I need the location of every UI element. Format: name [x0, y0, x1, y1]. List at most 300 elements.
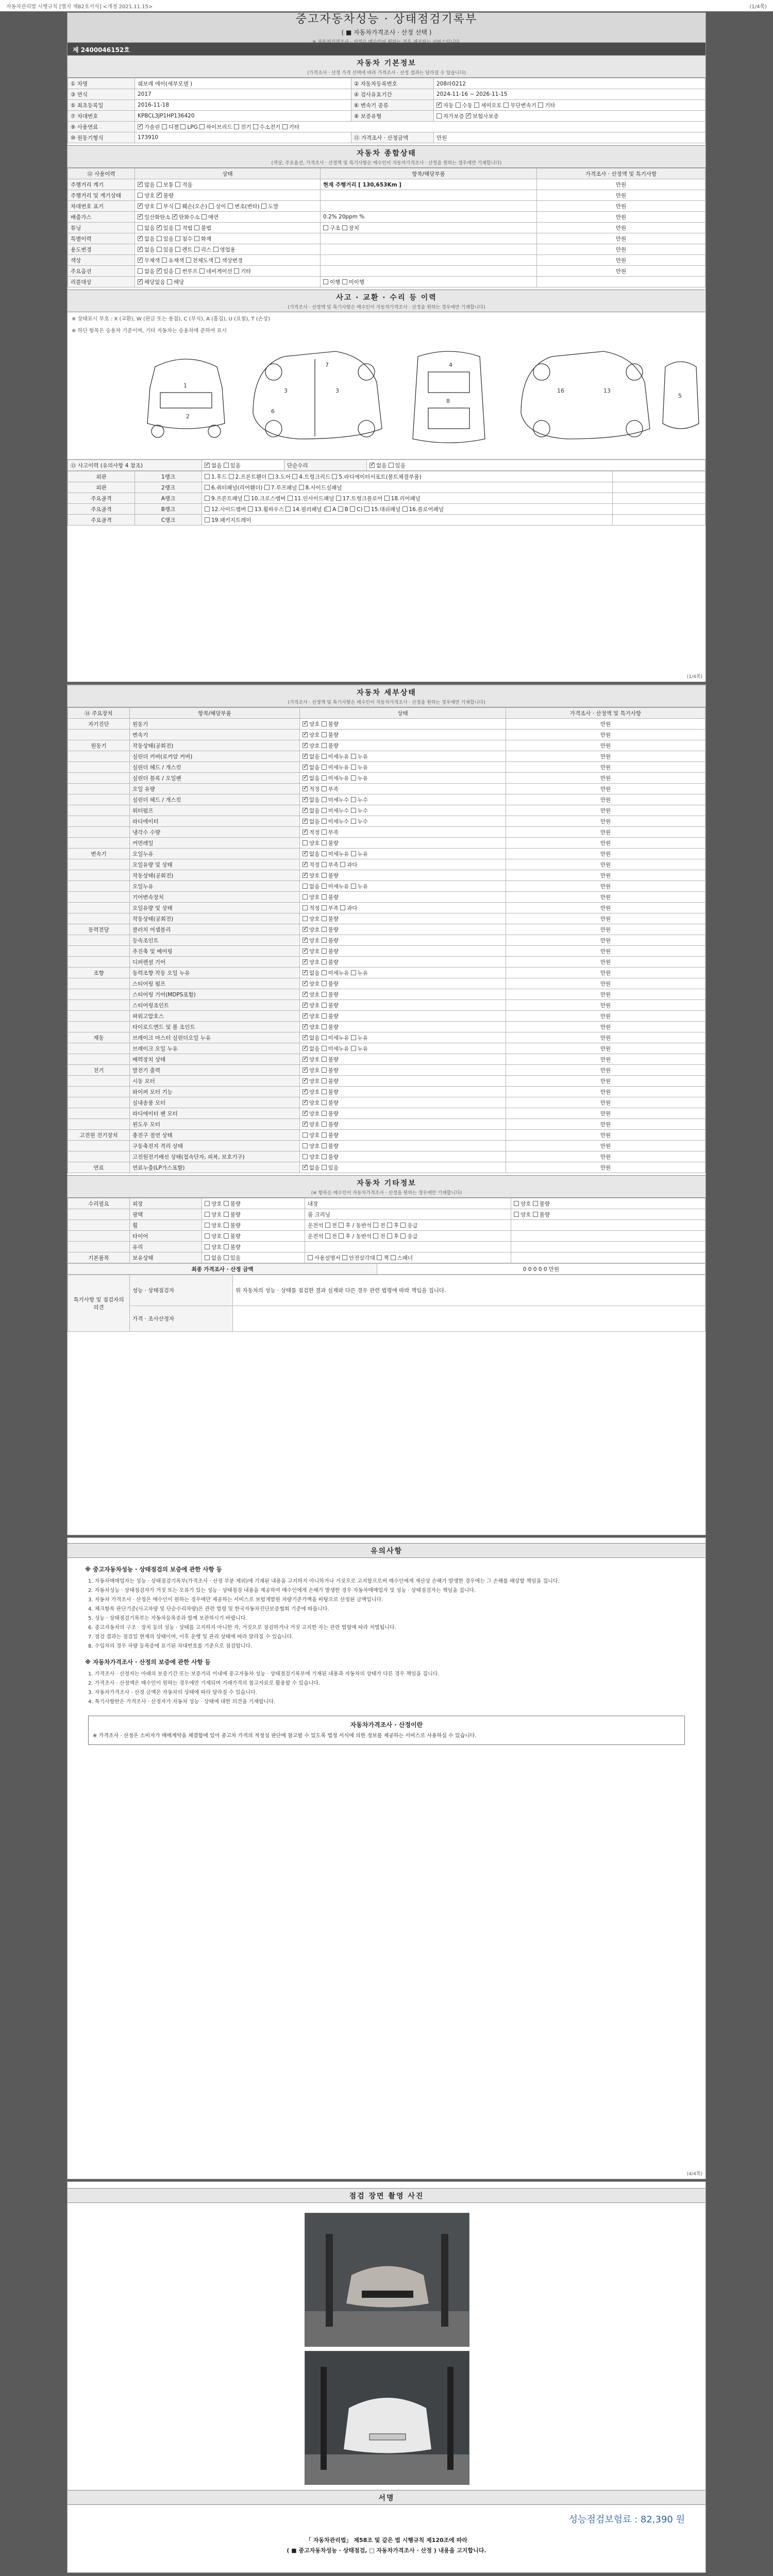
general-status: ✓ 없음 있음 렌트 리스 영업용	[135, 244, 321, 255]
page-3-notice	[67, 1537, 706, 2179]
detail-price: 만원	[506, 816, 705, 827]
detail-row	[68, 1022, 705, 1032]
detail-price: 만원	[506, 1054, 705, 1065]
detail-item: 스티어링 펌프	[130, 978, 300, 989]
detail-row	[68, 794, 705, 805]
basic-label: ⑩ 원동기형식	[68, 132, 135, 143]
mileage-price: 만원	[537, 179, 705, 190]
detail-device	[68, 838, 130, 849]
detail-status: ✓ 양호 불량	[300, 946, 506, 957]
detail-row	[68, 913, 705, 924]
general-price: 만원	[537, 201, 705, 212]
detail-item: 라디에이터 팬 모터	[130, 1108, 300, 1119]
detail-row	[68, 816, 705, 827]
table-header: 상태	[300, 708, 506, 719]
detail-device	[68, 957, 130, 968]
detail-section-header	[68, 685, 705, 707]
detail-item: 시동 모터	[130, 1076, 300, 1087]
detail-price: 만원	[506, 849, 705, 859]
detail-item: 오일누유	[130, 881, 300, 892]
detail-item: 실린더 헤드 / 개스킷	[130, 794, 300, 805]
detail-row	[68, 870, 705, 881]
page-1	[67, 12, 706, 682]
detail-status: ✓ 없음 미세누유 누유	[300, 773, 506, 784]
notice-item: 2. 자동차성능 · 상태점검자가 거짓 또는 오류가 있는 성능 · 상태점검 내용을 제공하여 매수인에게 손해가 발생한 경우 자동차매매업자 및 성능 · 상태점검자는 책임을 집니다.	[88, 1588, 476, 1594]
detail-row	[68, 946, 705, 957]
section-title: 점검 장면 촬영 사진	[349, 2192, 424, 2200]
detail-row	[68, 751, 705, 762]
detail-price: 만원	[506, 1087, 705, 1097]
other-category	[68, 1231, 130, 1242]
exchange-rank: B랭크	[135, 504, 202, 515]
detail-row	[68, 1097, 705, 1108]
general-item: 0.2% 20ppm %	[321, 212, 537, 223]
page-4-photos	[67, 2181, 706, 2573]
detail-row	[68, 924, 705, 935]
appraisal-box-text: ※ 가격조사 · 산정은 소비자가 매매계약을 체결함에 있어 중고차 가격의 적정성 판단에 참고할 수 있도록 법정 서식에 의한 정보를 제공하는 서비스로 사용하실 수 있습니다.	[93, 1733, 477, 1739]
detail-row	[68, 989, 705, 1000]
accident-history-cell: ✓ 없음 있음	[202, 460, 284, 471]
general-row	[68, 212, 705, 223]
detail-price: 만원	[506, 870, 705, 881]
detail-item: 와이퍼 모터 기능	[130, 1087, 300, 1097]
detail-price: 만원	[506, 935, 705, 946]
detail-item: 기어변속장치	[130, 892, 300, 903]
detail-item: 브레이크 마스터 실린더오일 누유	[130, 1032, 300, 1043]
general-row	[68, 266, 705, 277]
detail-row	[68, 935, 705, 946]
detail-device	[68, 773, 130, 784]
detail-item: 커먼레일	[130, 838, 300, 849]
exchange-category: 외판	[68, 482, 135, 493]
detail-row	[68, 957, 705, 968]
detail-item: 작동상태(공회전)	[130, 740, 300, 751]
detail-item: 실내송풍 모터	[130, 1097, 300, 1108]
detail-item: 작동상태(공회전)	[130, 913, 300, 924]
notice-item: 1. 가격조사 · 산정자는 아래의 보증기간 또는 보증거리 이내에 중고자동차 성능 · 상태점검기록부에 기재된 내용과 자동차의 상태가 다른 경우 책임을 집니다.	[88, 1671, 440, 1677]
detail-row	[68, 881, 705, 892]
detail-item: 냉각수 수량	[130, 827, 300, 838]
remarks-appraiser-label: 가격 · 조사산정자	[130, 1306, 233, 1332]
detail-device	[68, 1011, 130, 1022]
other-status: 양호 불량	[202, 1242, 305, 1252]
footer-line-2: ( ■ 중고자동차성능 · 상태점검, □ 자동차가격조사 · 산정 ) 내용을 고지합니다.	[287, 2547, 486, 2554]
section-note: (가격조사 · 산정액 및 특기사항은 매수인이 자동차가격조사 · 산정을 원하는 경우에만 기재합니다)	[288, 305, 485, 310]
detail-status: ✓ 적정 부족 과다	[300, 859, 506, 870]
detail-row	[68, 805, 705, 816]
notice-item: 7. 점검 결과는 점검일 현재의 상태이며, 이후 운행 및 관리 상태에 따라 달라질 수 있습니다.	[88, 1634, 294, 1640]
general-status: ✓ 일산화탄소 ✓탄화수소 매연	[135, 212, 321, 223]
status-legend-2: ※ 하단 항목은 승용차 기준이며, 기타 자동차는 승용차에 준하여 표시	[72, 328, 227, 334]
general-price: 만원	[537, 223, 705, 233]
general-item: 구조 장치	[321, 223, 537, 233]
general-item	[321, 190, 537, 201]
general-price: 만원	[537, 233, 705, 244]
detail-status: ✓ 없음 미세누수 누수	[300, 805, 506, 816]
photo-rear-icon	[305, 2351, 469, 2484]
detail-device: 조향	[68, 968, 130, 978]
general-item	[321, 201, 537, 212]
svg-text:4: 4	[449, 362, 452, 368]
basic-row	[68, 122, 705, 132]
general-status-table	[68, 168, 705, 287]
detail-row	[68, 773, 705, 784]
notice-item: 2. 가격조사 · 산정액은 매수인이 원하는 경우에만 기재되며 거래가격의 참고자료로 활용할 수 있습니다.	[88, 1681, 321, 1686]
general-row	[68, 190, 705, 201]
detail-row	[68, 1141, 705, 1151]
detail-item: 등속조인트	[130, 935, 300, 946]
exchange-rank: A랭크	[135, 493, 202, 504]
svg-text:3: 3	[335, 387, 339, 394]
detail-status: 양호 불량	[300, 1151, 506, 1162]
basic-label: ⑨ 사용연료	[68, 122, 135, 132]
exchange-row	[68, 471, 705, 482]
detail-price: 만원	[506, 924, 705, 935]
basic-value: 208라0212	[434, 78, 705, 89]
detail-status: 없음 미세누유 누유	[300, 881, 506, 892]
other-item: 휠	[130, 1220, 202, 1231]
detail-item: 추진축 및 베어링	[130, 946, 300, 957]
other-category: 수리필요	[68, 1198, 130, 1209]
other-item: 광택	[130, 1209, 202, 1220]
detail-device: 제동	[68, 1032, 130, 1043]
form-subtitle: ( ■ 자동차가격조사 · 산정 선택 )	[341, 29, 432, 36]
notice-item: 8. 수입차의 경우 차량 등록증에 표기된 차대번호를 기준으로 점검합니다.	[88, 1643, 253, 1649]
basic-label: ⑦ 차대번호	[68, 111, 135, 122]
remarks-table	[68, 1275, 705, 1332]
detail-device	[68, 892, 130, 903]
basic-value: ✓ 자동 수동 세미오토 무단변속기 기타	[434, 100, 705, 111]
general-row	[68, 233, 705, 244]
detail-price: 만원	[506, 859, 705, 870]
detail-price: 만원	[506, 740, 705, 751]
notice-section-header	[68, 1543, 705, 1558]
section-title: 자동차 세부상태	[357, 689, 416, 697]
other-detail: 운전석 전 후 / 동반석 전 후 응급	[305, 1220, 511, 1231]
detail-price: 만원	[506, 1065, 705, 1076]
front-view-icon	[147, 359, 225, 437]
detail-price: 만원	[506, 1000, 705, 1011]
detail-row	[68, 1065, 705, 1076]
detail-status: ✓ 적정 부족	[300, 827, 506, 838]
detail-status: ✓ 양호 불량	[300, 719, 506, 730]
detail-price: 만원	[506, 1043, 705, 1054]
general-status-section-header	[68, 145, 705, 168]
other-extra	[511, 1220, 705, 1231]
other-status: 양호 불량	[202, 1198, 305, 1209]
other-category	[68, 1220, 130, 1231]
general-row	[68, 255, 705, 266]
basic-row	[68, 78, 705, 89]
detail-row	[68, 719, 705, 730]
detail-price: 만원	[506, 1076, 705, 1087]
general-label: 주행거리 및 계기상태	[68, 190, 135, 201]
general-label: 주요옵션	[68, 266, 135, 277]
detail-status: ✓ 없음 미세누수 누수	[300, 794, 506, 805]
detail-price: 만원	[506, 805, 705, 816]
detail-device	[68, 870, 130, 881]
detail-item: 타이로드엔드 및 볼 조인트	[130, 1022, 300, 1032]
general-item	[321, 266, 537, 277]
exchange-price	[613, 471, 705, 482]
detail-status: 양호 불량	[300, 1141, 506, 1151]
exchange-parts-table	[68, 471, 705, 526]
general-label: 튜닝	[68, 223, 135, 233]
general-status: ✓ 해당없음 해당	[135, 277, 321, 287]
form-title: 중고자동차성능 · 상태점검기록부	[295, 13, 478, 26]
detail-price: 만원	[506, 784, 705, 794]
exchange-price	[613, 482, 705, 493]
notice-item: 4. 특기사항란은 가격조사 · 산정자가 자동차 성능 · 상태에 대한 의견을 기재합니다.	[88, 1699, 276, 1705]
detail-price: 만원	[506, 1162, 705, 1173]
section-title: 자동차 종합상태	[357, 149, 416, 158]
exchange-rank: 2랭크	[135, 482, 202, 493]
insurance-fee: 성능점검보험료 : 82,390 원	[568, 2514, 685, 2525]
page-2	[67, 684, 706, 1535]
detail-price: 만원	[506, 827, 705, 838]
exchange-parts: 12.사이드멤버 13.휠하우스 14.필러패널 ( A B C) 15.대쉬패널 16.플로어패널	[202, 504, 613, 515]
exchange-row	[68, 504, 705, 515]
detail-device: 원동기	[68, 740, 130, 751]
detail-status: 적정 부족 과다	[300, 903, 506, 913]
remarks-appraiser-text	[233, 1306, 705, 1332]
detail-row	[68, 730, 705, 740]
detail-row	[68, 1032, 705, 1043]
detail-status: ✓ 양호 불량	[300, 1065, 506, 1076]
detail-item: 오일유량 및 상태	[130, 903, 300, 913]
detail-device	[68, 805, 130, 816]
detail-price: 만원	[506, 719, 705, 730]
detail-status: ✓ 양호 불량	[300, 989, 506, 1000]
detail-row	[68, 740, 705, 751]
section-title: 사고 · 교환 · 수리 등 이력	[336, 294, 437, 302]
svg-text:16: 16	[557, 387, 564, 394]
basic-value: 173910	[135, 132, 351, 143]
detail-row	[68, 784, 705, 794]
general-label: 차대번호 표기	[68, 201, 135, 212]
detail-price: 만원	[506, 989, 705, 1000]
detail-row	[68, 1162, 705, 1173]
detail-row	[68, 849, 705, 859]
detail-row	[68, 838, 705, 849]
other-row	[68, 1242, 705, 1252]
page-indicator: (1/4쪽)	[749, 4, 767, 10]
mileage-label: 주행거리 계기	[68, 179, 135, 190]
general-status: ✓ 무채색 유채색 전체도색 색상변경	[135, 255, 321, 266]
detail-status: ✓ 없음 있음	[300, 1162, 506, 1173]
section-title: 유의사항	[370, 1547, 403, 1555]
detail-status: ✓ 양호 불량	[300, 1011, 506, 1022]
other-item: 보유상태	[130, 1252, 202, 1263]
detail-device	[68, 989, 130, 1000]
detail-status: ✓ 없음 미세누수 누수	[300, 816, 506, 827]
total-price-label: 최종 가격조사 · 산정 금액	[68, 1264, 377, 1275]
detail-row	[68, 1108, 705, 1119]
signature-area	[68, 2490, 705, 2554]
detail-status: ✓ 양호 불량	[300, 1022, 506, 1032]
detail-device	[68, 859, 130, 870]
other-extra: 양호 불량	[511, 1198, 705, 1209]
general-price	[537, 277, 705, 287]
detail-device: 동력전달	[68, 924, 130, 935]
detail-device	[68, 946, 130, 957]
detail-item: 오일유량 및 상태	[130, 859, 300, 870]
exchange-parts: 19.패키지트레이	[202, 515, 613, 526]
basic-label: ⑧ 보증유형	[351, 111, 434, 122]
exchange-category: 주요골격	[68, 504, 135, 515]
other-category: 기본품목	[68, 1252, 130, 1263]
detail-price: 만원	[506, 946, 705, 957]
detail-device: 연료	[68, 1162, 130, 1173]
remarks-inspector-label: 성능 · 상태점검자	[130, 1275, 233, 1306]
detail-price: 만원	[506, 1141, 705, 1151]
signature-header	[68, 2490, 705, 2505]
right-side-view-icon	[521, 351, 650, 439]
other-extra	[511, 1231, 705, 1242]
svg-text:8: 8	[446, 398, 450, 404]
detail-status: ✓ 양호 불량	[300, 924, 506, 935]
other-status: 양호 불량	[202, 1209, 305, 1220]
table-header: ⑫ 사용이력	[68, 168, 135, 179]
detail-status: ✓ 없음 미세누유 누유	[300, 849, 506, 859]
general-row	[68, 277, 705, 287]
detail-price: 만원	[506, 1022, 705, 1032]
detail-row	[68, 1054, 705, 1065]
detail-item: 작동상태(공회전)	[130, 870, 300, 881]
svg-text:2: 2	[186, 413, 190, 420]
detail-row	[68, 1043, 705, 1054]
detail-item: 발전기 출력	[130, 1065, 300, 1076]
detail-device	[68, 903, 130, 913]
general-row	[68, 244, 705, 255]
notice-heading-1: ※ 중고자동차성능 · 상태점검의 보증에 관한 사항 등	[85, 1566, 222, 1573]
detail-status: ✓ 없음 미세누유 누유	[300, 751, 506, 762]
section-title: 자동차 기타정보	[357, 1179, 416, 1188]
detail-status-table	[68, 707, 705, 1173]
notice-item: 5. 성능 · 상태점검기록부는 자동차등록증과 함께 보관하시기 바랍니다.	[88, 1616, 247, 1621]
top-line	[0, 0, 773, 11]
general-row	[68, 223, 705, 233]
detail-status: ✓ 양호 불량	[300, 1076, 506, 1087]
other-row	[68, 1252, 705, 1263]
detail-price: 만원	[506, 1032, 705, 1043]
general-status: 양호 ✓불량	[135, 190, 321, 201]
detail-device	[68, 935, 130, 946]
detail-price: 만원	[506, 968, 705, 978]
table-header: 항목/해당부품	[130, 708, 300, 719]
detail-status: 양호 불량	[300, 838, 506, 849]
other-status: 없음 있음	[202, 1252, 305, 1263]
exchange-row	[68, 493, 705, 504]
basic-row	[68, 89, 705, 100]
notice-item: 1. 자동차매매업자는 성능 · 상태점검기록부(가격조사 · 산정 부분 제외)에 기재된 내용을 고지하지 아니하거나 거짓으로 고지함으로써 매수인에게 재산상 손해가 발생한 경우에는 그 손해를 배상할 책임을 집니다.	[88, 1579, 560, 1584]
detail-price: 만원	[506, 978, 705, 989]
basic-row	[68, 132, 705, 143]
other-info-section-header	[68, 1175, 705, 1198]
basic-label: ⑪ 가격조사 · 산정금액	[351, 132, 434, 143]
detail-item: 구동축전지 격리 상태	[130, 1141, 300, 1151]
general-price: 만원	[537, 190, 705, 201]
detail-device	[68, 1087, 130, 1097]
other-detail: 운전석 전 후 / 동반석 전 후 응급	[305, 1231, 511, 1242]
detail-status: ✓ 양호 불량	[300, 957, 506, 968]
detail-item: 실린더 블록 / 오일팬	[130, 773, 300, 784]
exchange-price	[613, 504, 705, 515]
other-row	[68, 1209, 705, 1220]
car-diagram-svg	[68, 336, 705, 460]
general-item	[321, 233, 537, 244]
total-price-table	[68, 1263, 705, 1275]
detail-item: 원동기	[130, 719, 300, 730]
detail-status: ✓ 없음 미세누유 누유	[300, 1032, 506, 1043]
basic-value: 2017	[135, 89, 351, 100]
general-item: 이행 미이행	[321, 277, 537, 287]
detail-status: ✓ 양호 불량	[300, 978, 506, 989]
general-status: ✓ 양호 부식 훼손(오손) 상이 변조(변타) 도말	[135, 201, 321, 212]
detail-item: 파워고압호스	[130, 1011, 300, 1022]
total-price-value: 0 0 0 0 0 만원	[377, 1264, 705, 1275]
detail-status: ✓ 양호 불량	[300, 1087, 506, 1097]
other-status: 양호 불량	[202, 1231, 305, 1242]
exchange-price	[613, 515, 705, 526]
detail-row	[68, 892, 705, 903]
exchange-category: 주요골격	[68, 493, 135, 504]
other-row	[68, 1220, 705, 1231]
exchange-parts: 6.쿼터패널(리어휀더) 7.루프패널 8.사이드실패널	[202, 482, 613, 493]
page-number: (4/4쪽)	[686, 2172, 702, 2177]
accident-history-cell: ✓ 없음 있음	[367, 460, 705, 471]
section-note: (색상, 주요옵션, 가격조사 · 산정액 및 특기사항은 매수인이 자동차가격조사 · 산정을 원하는 경우에만 기재합니다)	[271, 161, 502, 166]
status-legend: ※ 상태표시 부호 : X (교환), W (판금 또는 용접), C (부식), A (흠집), U (요철), T (손상)	[72, 316, 271, 322]
detail-status: ✓ 양호 불량	[300, 1000, 506, 1011]
detail-device	[68, 816, 130, 827]
appraisal-info-box	[88, 1716, 685, 1745]
detail-item: 워터펌프	[130, 805, 300, 816]
car-diagram	[68, 336, 705, 460]
detail-row	[68, 1011, 705, 1022]
detail-item: 브레이크 오일 누유	[130, 1043, 300, 1054]
svg-text:6: 6	[271, 408, 275, 415]
svg-text:13: 13	[603, 387, 611, 394]
basic-label: ⑤ 최초등록일	[68, 100, 135, 111]
other-detail	[305, 1242, 511, 1252]
detail-status: 양호 불량	[300, 1130, 506, 1141]
detail-price: 만원	[506, 957, 705, 968]
detail-price: 만원	[506, 838, 705, 849]
table-header: 가격조사 · 산정액 및 특기사항	[506, 708, 705, 719]
section-note: (가격조사 · 산정액 및 특기사항은 매수인이 자동차가격조사 · 산정을 원하는 경우에만 기재합니다)	[288, 700, 485, 705]
footer-line-1: 「 자동차관리법」 제58조 및 같은 법 시행규칙 제120조에 따라	[305, 2537, 468, 2544]
detail-device: 자기진단	[68, 719, 130, 730]
notice-item: 4. 체크항목 판단기준(사고차량 및 단순수리차량)은 관련 법령 및 한국자동차진단보증협회 기준에 따릅니다.	[88, 1606, 329, 1612]
notice-item: 3. 자동차 가격조사 · 산정은 매수인이 원하는 경우에만 제공하는 서비스로 보험개발원 차량기준가액을 바탕으로 산정된 금액입니다.	[88, 1597, 383, 1603]
basic-value: KPBCL3JP1HP136420	[135, 111, 351, 122]
exchange-parts: 1.후드 2.프론트휀더 3.도어 4.트렁크리드 5.라디에이터서포트(볼트체결부품)	[202, 471, 613, 482]
other-row	[68, 1198, 705, 1209]
basic-info-table	[68, 78, 705, 143]
detail-status: ✓ 양호 불량	[300, 1054, 506, 1065]
other-detail: 룸 크리닝	[305, 1209, 511, 1220]
detail-device	[68, 1000, 130, 1011]
notice-heading-2: ※ 자동차가격조사 · 산정의 보증에 관한 사항 등	[85, 1658, 211, 1666]
basic-row	[68, 111, 705, 122]
detail-row	[68, 903, 705, 913]
accident-history-cell: 단순수리	[284, 460, 367, 471]
detail-device	[68, 1022, 130, 1032]
basic-label: ② 자동차등록번호	[351, 78, 434, 89]
general-label: 리콜대상	[68, 277, 135, 287]
detail-status: 양호 불량	[300, 892, 506, 903]
